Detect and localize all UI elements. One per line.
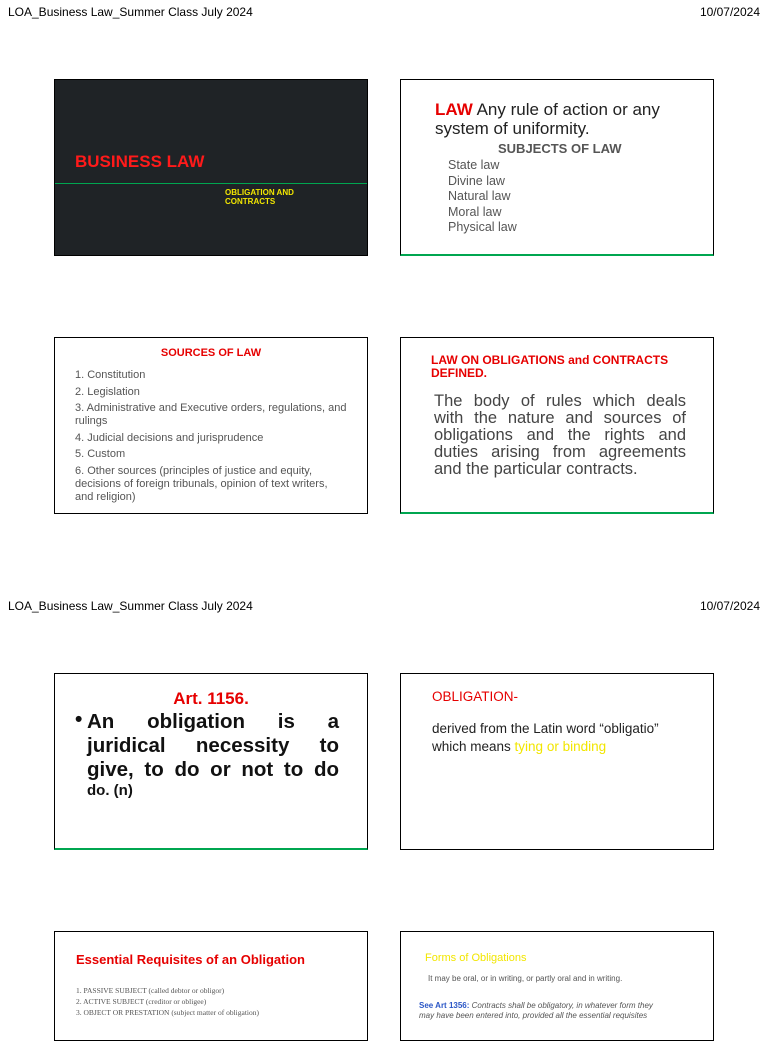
article-reference: See Art 1356: bbox=[419, 1001, 470, 1010]
article-line: do. (n) bbox=[87, 782, 133, 799]
bullet-icon: • bbox=[75, 708, 83, 731]
forms-article-text: Contracts shall be obligatory, in whatever form they bbox=[469, 1001, 653, 1010]
article-text bbox=[87, 710, 339, 799]
page-header-1 bbox=[8, 5, 760, 19]
sources-heading: SOURCES OF LAW bbox=[160, 347, 262, 359]
definition-text: system of uniformity. bbox=[435, 119, 590, 138]
subject-item: Physical law bbox=[448, 220, 517, 234]
slide-title: BUSINESS LAW bbox=[75, 152, 205, 171]
subjects-heading: SUBJECTS OF LAW bbox=[498, 141, 622, 156]
obligation-line: derived from the Latin word “obligatio” bbox=[432, 721, 659, 736]
header-date: 10/07/2024 bbox=[699, 599, 760, 613]
obligation-line bbox=[432, 738, 659, 756]
subject-item: State law bbox=[448, 158, 500, 172]
subject-item: Divine law bbox=[448, 173, 505, 188]
law-definition bbox=[435, 100, 660, 138]
source-item: 4. Judicial decisions and jurisprudence bbox=[75, 431, 264, 444]
subtitle-line: CONTRACTS bbox=[225, 197, 276, 206]
requisite-item: 1. PASSIVE SUBJECT (called debtor or obligor) bbox=[76, 986, 225, 995]
subjects-list bbox=[448, 158, 517, 236]
requisite-item: 2. ACTIVE SUBJECT (creditor or obligee) bbox=[76, 997, 207, 1006]
source-item: 5. Custom bbox=[75, 448, 126, 460]
slide-essential-requisites bbox=[54, 931, 368, 1041]
slide-law-definition bbox=[400, 79, 714, 256]
forms-heading: Forms of Obligations bbox=[425, 952, 527, 964]
article-title: Art. 1156. bbox=[173, 689, 249, 708]
header-date: 10/07/2024 bbox=[699, 5, 760, 19]
definition-text: Any rule of action or any bbox=[472, 100, 660, 119]
loc-body: The body of rules which deals with the nature and sources of obligations and the rights and duties arising from agreements and the particular contracts. bbox=[434, 392, 686, 478]
slide-forms-of-obligations bbox=[400, 931, 714, 1041]
article-line: An obligation is a bbox=[87, 710, 339, 733]
requisites-list bbox=[76, 985, 259, 1018]
source-item: 3. Administrative and Executive orders, regulations, and rulings bbox=[75, 402, 347, 427]
law-keyword: LAW bbox=[435, 100, 473, 119]
article-line: juridical necessity to bbox=[87, 734, 339, 757]
highlight-text: tying or binding bbox=[514, 739, 607, 754]
slide-business-law bbox=[54, 79, 368, 256]
header-title: LOA_Business Law_Summer Class July 2024 bbox=[8, 5, 253, 19]
forms-article-line: may have been entered into, provided all the essential requisites bbox=[419, 1011, 648, 1020]
forms-article bbox=[419, 1001, 695, 1021]
page-header-2 bbox=[8, 599, 760, 613]
source-item: 2. Legislation bbox=[75, 385, 140, 398]
slide-subtitle bbox=[225, 188, 294, 206]
slide-obligation-etymology bbox=[400, 673, 714, 850]
article-line: give, to do or not to do bbox=[87, 758, 339, 781]
slide-art-1156 bbox=[54, 673, 368, 850]
requisites-heading: Essential Requisites of an Obligation bbox=[76, 952, 305, 967]
loc-heading: LAW ON OBLIGATIONS and CONTRACTS DEFINED. bbox=[431, 353, 669, 380]
header-title: LOA_Business Law_Summer Class July 2024 bbox=[8, 599, 253, 613]
subject-item: Natural law bbox=[448, 189, 511, 203]
forms-article-line bbox=[419, 1001, 695, 1011]
requisite-item: 3. OBJECT OR PRESTATION (subject matter of obligation) bbox=[76, 1008, 259, 1017]
divider-line bbox=[55, 183, 367, 184]
sources-list bbox=[75, 369, 347, 507]
slide-sources-of-law bbox=[54, 337, 368, 514]
subject-item: Moral law bbox=[448, 204, 502, 219]
forms-line: It may be oral, or in writing, or partly oral and in writing. bbox=[428, 974, 623, 983]
obligation-heading: OBLIGATION- bbox=[432, 689, 519, 704]
obligation-line-text: which means bbox=[432, 739, 515, 754]
subtitle-line: OBLIGATION AND bbox=[225, 188, 294, 197]
source-item: 6. Other sources (principles of justice and equity, decisions of foreign tribunals, opinion of text writers, and religion) bbox=[75, 464, 328, 503]
source-item: 1. Constitution bbox=[75, 369, 146, 381]
obligation-text bbox=[432, 720, 659, 756]
slide-loc-defined bbox=[400, 337, 714, 514]
